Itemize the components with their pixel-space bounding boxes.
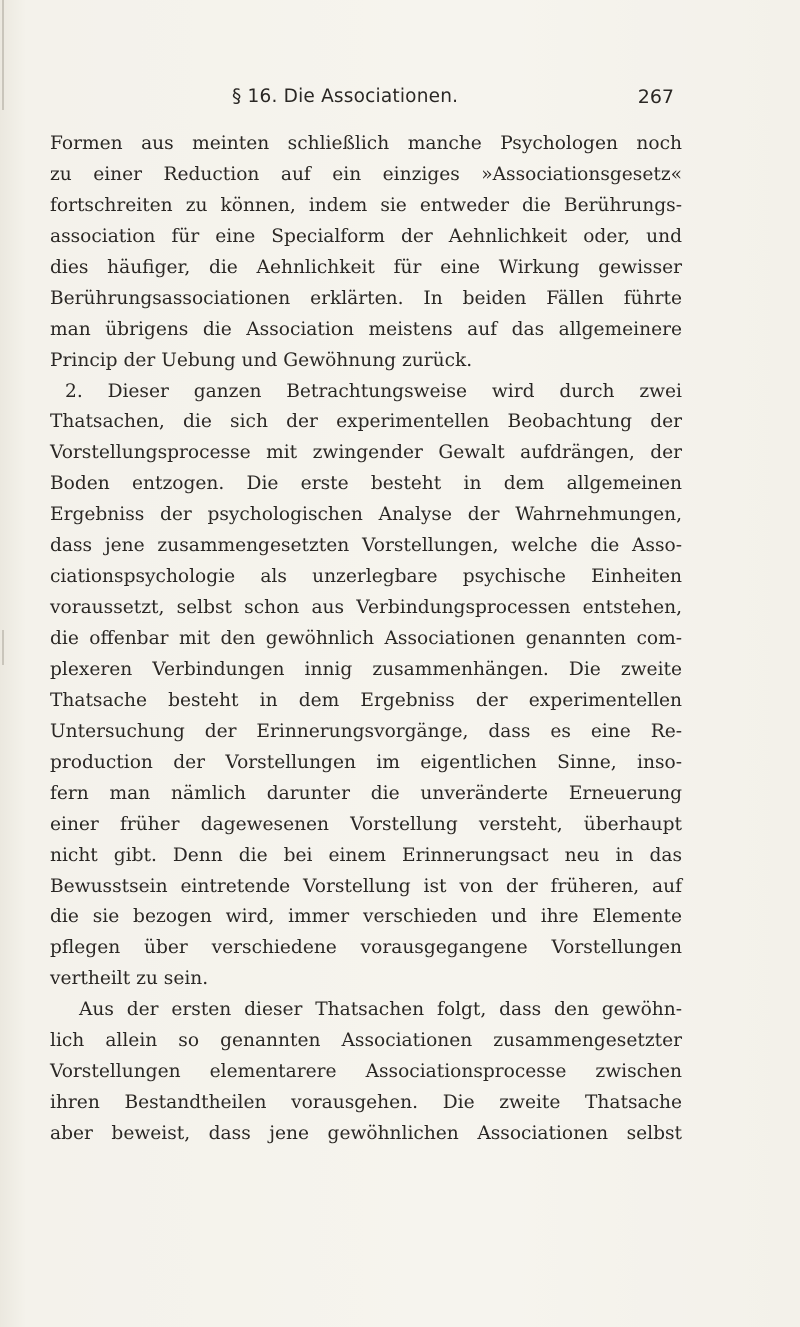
text-line: Bewusstsein eintretende Vorstellung ist von der früheren, auf	[50, 875, 682, 897]
text-line: ihren Bestandtheilen vorausgehen. Die zweite Thatsache	[50, 1092, 682, 1114]
text-line: plexeren Verbindungen innig zusammenhängen. Die zweite	[50, 658, 682, 680]
text-line: dies häufiger, die Aehnlichkeit für eine Wirkung gewisser	[50, 256, 682, 278]
text-line: ciationspsychologie als unzerlegbare psychische Einheiten	[50, 566, 682, 588]
text-line: man übrigens die Association meistens auf das allgemeinere	[50, 318, 682, 340]
text-line: Aus der ersten dieser Thatsachen folgt, dass den gewöhn-	[79, 999, 682, 1021]
text-line: Ergebniss der psychologischen Analyse der Wahrnehmungen,	[50, 504, 682, 526]
running-head: § 16. Die Associationen.	[232, 86, 459, 107]
text-line: nicht gibt. Denn die bei einem Erinnerungsact neu in das	[50, 844, 682, 866]
text-line: pflegen über verschiedene vorausgegangene Vorstellungen	[50, 937, 682, 959]
text-line: voraussetzt, selbst schon aus Verbindungsprocessen entstehen,	[50, 597, 682, 619]
text-line: Thatsache besteht in dem Ergebniss der experimentellen	[50, 689, 682, 711]
text-line: die offenbar mit den gewöhnlich Associationen genannten com-	[50, 628, 682, 649]
text-line: association für eine Specialform der Aehnlichkeit oder, und	[50, 225, 682, 247]
text-line: Vorstellungen elementarere Associationsprocesse zwischen	[50, 1061, 682, 1083]
text-line: 2. Dieser ganzen Betrachtungsweise wird durch zwei	[65, 380, 682, 402]
text-line: vertheilt zu sein.	[50, 968, 209, 990]
text-line: Thatsachen, die sich der experimentellen Beobachtung der	[50, 411, 682, 433]
page-header	[0, 86, 800, 112]
text-line: Vorstellungsprocesse mit zwingender Gewalt aufdrängen, der	[50, 442, 682, 464]
text-line: Princip der Uebung und Gewöhnung zurück.	[50, 349, 473, 371]
text-line: dass jene zusammengesetzten Vorstellungen, welche die Asso-	[50, 535, 682, 557]
text-line: zu einer Reduction auf ein einziges »Associationsgesetz«	[50, 163, 682, 185]
body-text	[50, 129, 682, 1150]
text-line: Boden entzogen. Die erste besteht in dem allgemeinen	[50, 473, 682, 495]
page-number: 267	[637, 86, 674, 108]
text-line: fern man nämlich darunter die unveränderte Erneuerung	[50, 782, 682, 804]
text-line: die sie bezogen wird, immer verschieden und ihre Elemente	[50, 906, 682, 928]
text-line: Formen aus meinten schließlich manche Psychologen noch	[50, 133, 682, 154]
text-line: aber beweist, dass jene gewöhnlichen Associationen selbst	[50, 1123, 682, 1144]
text-line: Berührungsassociationen erklärten. In beiden Fällen führte	[50, 287, 682, 309]
text-line: Untersuchung der Erinnerungsvorgänge, dass es eine Re-	[50, 720, 682, 742]
page-edge-shadow	[2, 630, 4, 665]
text-line: lich allein so genannten Associationen zusammengesetzter	[50, 1030, 682, 1052]
text-line: einer früher dagewesenen Vorstellung versteht, überhaupt	[50, 813, 682, 835]
text-line: fortschreiten zu können, indem sie entweder die Berührungs-	[50, 194, 682, 216]
text-line: production der Vorstellungen im eigentlichen Sinne, inso-	[50, 751, 682, 773]
